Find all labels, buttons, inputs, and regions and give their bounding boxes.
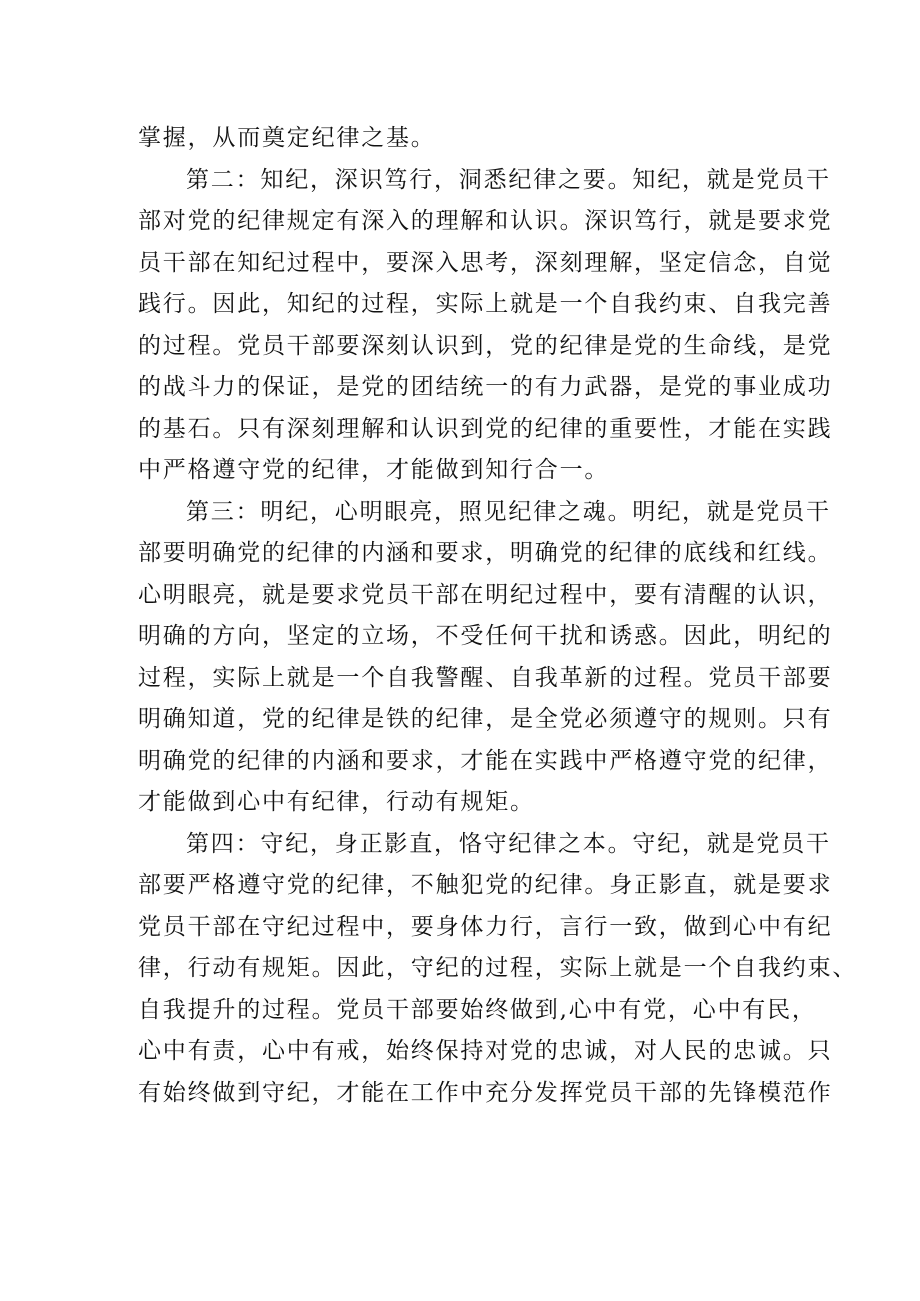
text-line: 的战斗力的保证，是党的团结统一的有力武器，是党的事业成功 — [138, 374, 833, 400]
text-line: 律，行动有规矩。因此，守纪的过程，实际上就是一个自我约束、 — [138, 955, 858, 981]
text-line: 明确党的纪律的内涵和要求，才能在实践中严格遵守党的纪律， — [138, 747, 833, 774]
text-line: 才能做到心中有纪律，行动有规矩。 — [138, 789, 535, 815]
text-line: 部要明确党的纪律的内涵和要求，明确党的纪律的底线和红线。 — [138, 540, 833, 566]
text-line: 有始终做到守纪，才能在工作中充分发挥党员干部的先锋模范作 — [138, 1079, 833, 1106]
text-line: 中严格遵守党的纪律，才能做到知行合一。 — [138, 457, 610, 483]
text-line: 部要严格遵守党的纪律，不触犯党的纪律。身正影直，就是要求 — [138, 872, 833, 898]
text-line: 明确的方向，坚定的立场，不受任何干扰和诱惑。因此，明纪的 — [138, 623, 833, 649]
text-line: 掌握，从而奠定纪律之基。 — [138, 125, 436, 151]
paragraph-first-line: 第二：知纪，深识笃行，洞悉纪律之要。知纪，就是党员干 — [186, 166, 831, 193]
text-line: 践行。因此，知纪的过程，实际上就是一个自我约束、自我完善 — [138, 291, 833, 317]
text-line: 的过程。党员干部要深刻认识到，党的纪律是党的生命线，是党 — [138, 332, 833, 359]
text-line: 明确知道，党的纪律是铁的纪律，是全党必须遵守的规则。只有 — [138, 706, 833, 732]
text-line: 的基石。只有深刻理解和认识到党的纪律的重要性，才能在实践 — [138, 415, 833, 442]
text-line: 部对党的纪律规定有深入的理解和认识。深识笃行，就是要求党 — [138, 208, 833, 234]
paragraph-first-line: 第四：守纪，身正影直，恪守纪律之本。守纪，就是党员干 — [186, 830, 831, 857]
paragraph-first-line: 第三：明纪，心明眼亮，照见纪律之魂。明纪，就是党员干 — [186, 498, 831, 525]
text-line: 自我提升的过程。党员干部要始终做到,心中有党，心中有民， — [138, 996, 817, 1023]
text-line: 心中有责，心中有戒，始终保持对党的忠诚，对人民的忠诚。只 — [138, 1038, 833, 1064]
text-line: 党员干部在守纪过程中，要身体力行，言行一致，做到心中有纪 — [138, 913, 833, 940]
text-line: 员干部在知纪过程中，要深入思考，深刻理解，坚定信念，自觉 — [138, 249, 833, 276]
document-body — [138, 118, 858, 1114]
text-line: 过程，实际上就是一个自我警醒、自我革新的过程。党员干部要 — [138, 664, 833, 691]
text-line: 心明眼亮，就是要求党员干部在明纪过程中，要有清醒的认识， — [138, 581, 833, 608]
